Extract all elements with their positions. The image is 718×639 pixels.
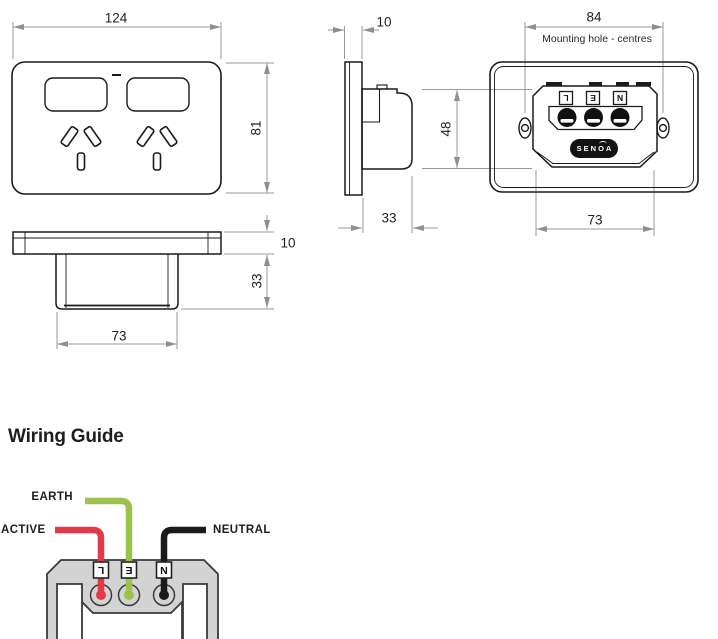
- senoa-logo-accent: [599, 141, 607, 147]
- mounting-hole-note: Mounting hole - centres: [542, 33, 652, 45]
- side-body-height-dimension: 48: [438, 121, 454, 137]
- profile-view: [13, 232, 221, 309]
- profile-plate: [13, 232, 221, 254]
- brand-logo-text: SENOA: [576, 144, 614, 153]
- front-height-dimension: 81: [248, 120, 264, 136]
- brand-badge: [570, 139, 618, 158]
- rear-view: [490, 62, 698, 192]
- rear-mounting-dimension: 84: [586, 9, 602, 25]
- front-view: [12, 62, 221, 194]
- front-plate-outline: [12, 62, 221, 194]
- profile-thickness-dimension: 10: [280, 235, 296, 251]
- earth-label: EARTH: [31, 491, 73, 503]
- profile-body: [56, 254, 178, 309]
- side-view: [345, 62, 412, 195]
- rocker-switch-left: [45, 78, 107, 111]
- wiring-guide-title: Wiring Guide: [8, 426, 124, 447]
- wiring-terminal-e: E: [125, 564, 133, 576]
- wiring-terminal-n: N: [160, 564, 168, 576]
- socket-apertures: [60, 126, 177, 170]
- mounting-hole-left: [519, 118, 531, 138]
- rear-terminal-n: N: [616, 93, 624, 103]
- side-body: [362, 89, 412, 169]
- wiring-terminal-l: L: [97, 564, 105, 576]
- side-plate: [345, 62, 362, 195]
- rocker-switch-right: [127, 78, 189, 111]
- neutral-label: NEUTRAL: [213, 524, 271, 536]
- front-width-dimension: 124: [104, 10, 128, 26]
- side-thickness-dimension: 10: [376, 14, 392, 30]
- profile-depth-dimension: 33: [249, 273, 265, 289]
- active-label: ACTIVE: [1, 524, 46, 536]
- mounting-hole-right: [657, 118, 669, 138]
- profile-width-dimension: 73: [111, 328, 127, 344]
- rear-terminal-e: E: [590, 93, 596, 103]
- rocker-switches: [45, 78, 189, 111]
- dimension-lines: [13, 22, 663, 349]
- terminal-screws: [558, 108, 630, 127]
- rear-terminal-l: L: [563, 93, 569, 103]
- rear-inner-width-dimension: 73: [587, 212, 603, 228]
- side-depth-dimension: 33: [381, 210, 397, 226]
